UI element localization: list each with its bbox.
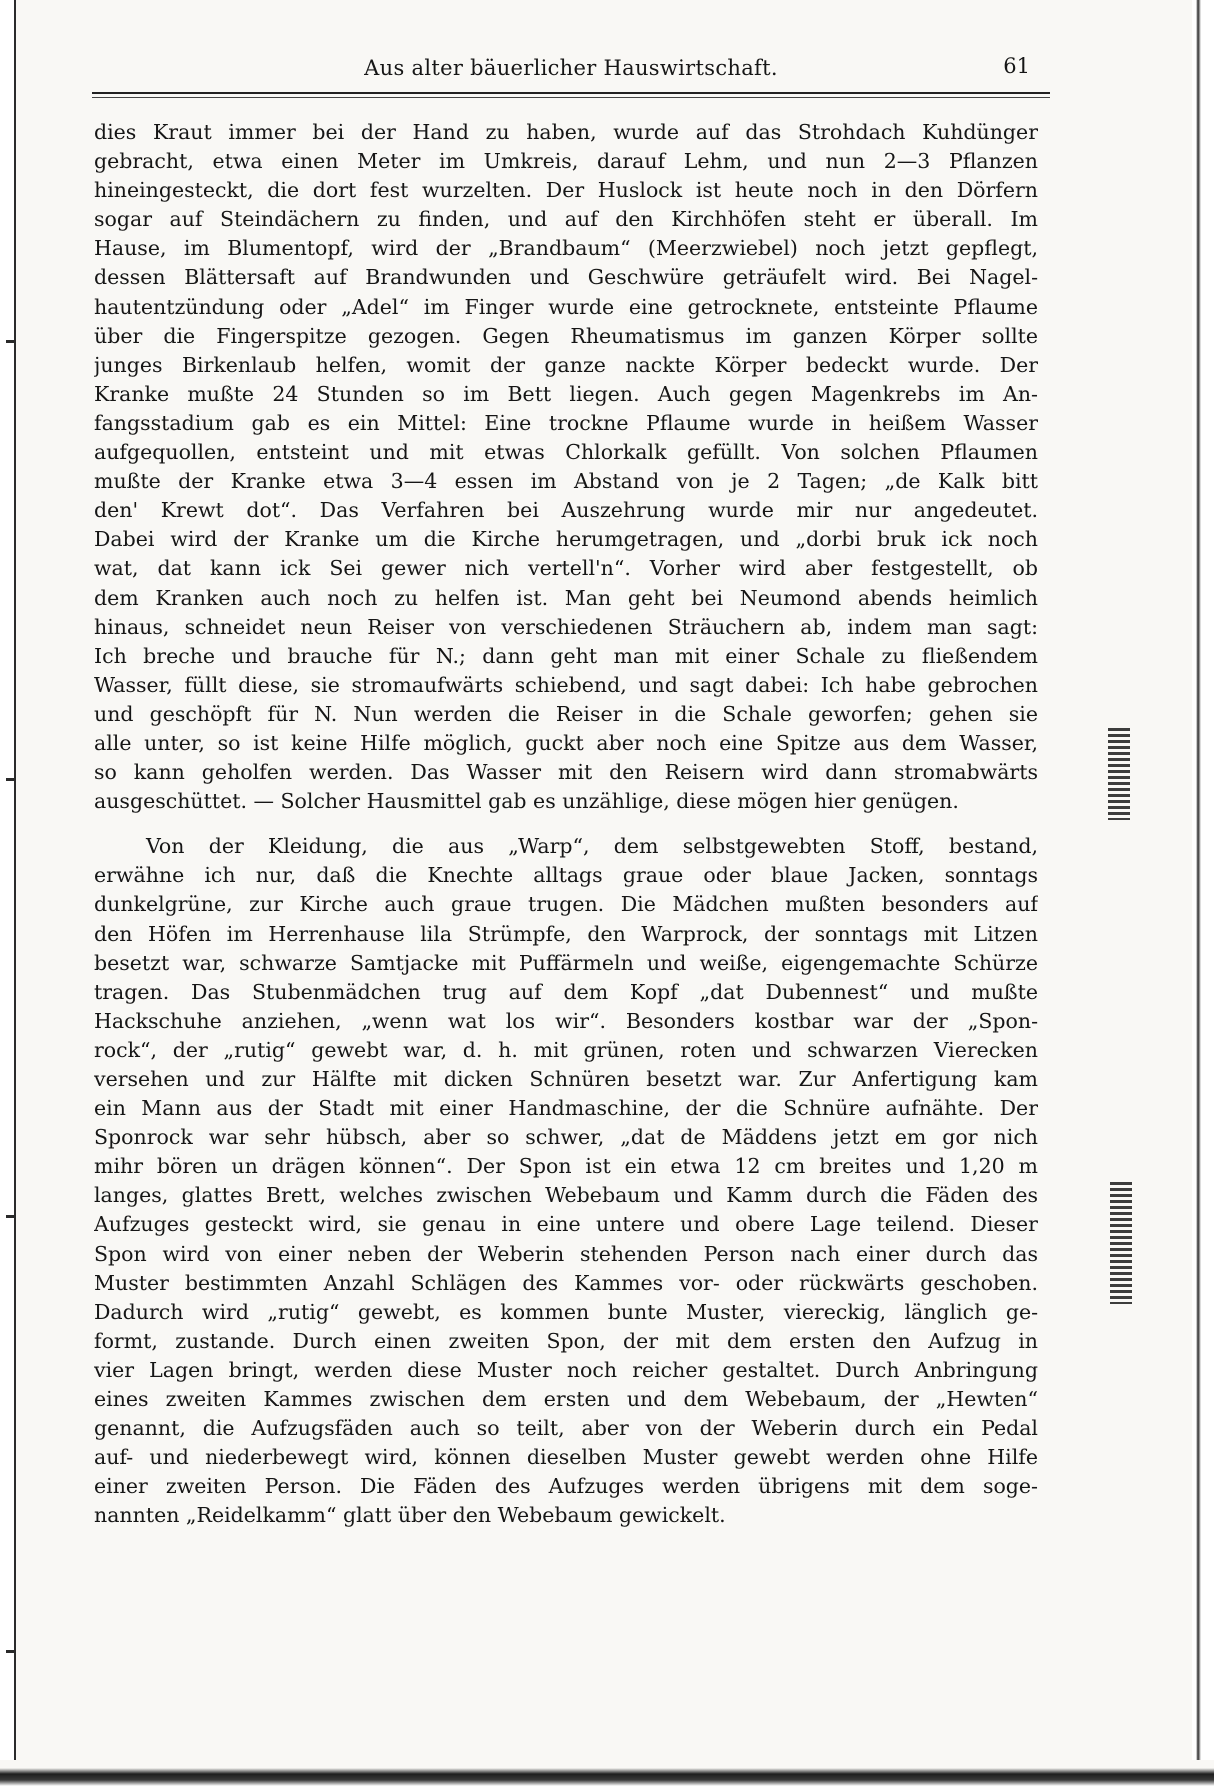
running-head — [92, 56, 1050, 86]
bleed-through-mark — [1108, 728, 1130, 820]
text-line: Hackschuhe anziehen, „wenn wat los wir“. Besonders kostbar war der „Spon- — [94, 1008, 1038, 1033]
text-line: besetzt war, schwarze Samtjacke mit Puffärmeln und weiße, eigengemachte Schürze — [94, 950, 1038, 975]
paragraph-gap — [94, 816, 1038, 832]
page-edge-right — [1192, 0, 1214, 1786]
text-line: genannt, die Aufzugsfäden auch so teilt, aber von der Weberin durch ein Pedal — [94, 1416, 1038, 1441]
text-line: auf- und niederbewegt wird, können dieselben Muster gewebt werden ohne Hilfe — [94, 1445, 1038, 1470]
text-line: so kann geholfen werden. Das Wasser mit den Reisern wird dann stromabwärts — [94, 760, 1038, 785]
header-rule-thin — [92, 97, 1050, 98]
body-text — [94, 118, 1038, 1531]
page-number: 61 — [1003, 54, 1030, 78]
text-line: ein Mann aus der Stadt mit einer Handmaschine, der die Schnüre aufnähte. Der — [94, 1096, 1038, 1121]
text-line: rock“, der „rutig“ gewebt war, d. h. mit grünen, roten und schwarzen Vierecken — [94, 1037, 1038, 1062]
text-line: Dabei wird der Kranke um die Kirche herumgetragen, und „dorbi bruk ick noch — [94, 527, 1038, 552]
text-line: junges Birkenlaub helfen, womit der ganze nackte Körper bedeckt wurde. Der — [94, 352, 1038, 377]
paragraph — [94, 832, 1038, 1530]
text-line: nannten „Reidelkamm“ glatt über den Webebaum gewickelt. — [94, 1503, 726, 1528]
text-line: dem Kranken auch noch zu helfen ist. Man geht bei Neumond abends heimlich — [94, 585, 1038, 610]
text-line: eines zweiten Kammes zwischen dem ersten und dem Webebaum, der „Hewten“ — [94, 1387, 1038, 1412]
text-line: den Höfen im Herrenhause lila Strümpfe, den Warprock, der sonntags mit Litzen — [94, 921, 1038, 946]
text-line: mihr bören un drägen können“. Der Spon ist ein etwa 12 cm breites und 1,20 m — [94, 1154, 1038, 1179]
text-line: über die Fingerspitze gezogen. Gegen Rheumatismus im ganzen Körper sollte — [94, 323, 1038, 348]
text-line: alle unter, so ist keine Hilfe möglich, guckt aber noch eine Spitze aus dem Wasser, — [94, 730, 1038, 755]
text-line: Spon wird von einer neben der Weberin stehenden Person nach einer durch das — [94, 1241, 1038, 1266]
text-line: formt, zustande. Durch einen zweiten Spon, der mit dem ersten den Aufzug in — [94, 1328, 1038, 1353]
text-line: Kranke mußte 24 Stunden so im Bett liegen. Auch gegen Magenkrebs im An- — [94, 381, 1038, 406]
text-line: Ich breche und brauche für N.; dann geht man mit einer Schale zu fließendem — [94, 643, 1038, 668]
text-line: und geschöpft für N. Nun werden die Reiser in die Schale geworfen; gehen sie — [94, 701, 1038, 726]
text-line: einer zweiten Person. Die Fäden des Aufzuges werden übrigens mit dem soge- — [94, 1474, 1038, 1499]
text-line: ausgeschüttet. — Solcher Hausmittel gab es unzählige, diese mögen hier genügen. — [94, 789, 959, 814]
text-line: gebracht, etwa einen Meter im Umkreis, darauf Lehm, und nun 2—3 Pflanzen — [94, 149, 1038, 174]
text-line: hineingesteckt, die dort fest wurzelten. Der Huslock ist heute noch in den Dörfern — [94, 178, 1038, 203]
text-line: tragen. Das Stubenmädchen trug auf dem Kopf „dat Dubennest“ und mußte — [94, 979, 1038, 1004]
header-rule — [92, 92, 1050, 94]
text-line: langes, glattes Brett, welches zwischen Webebaum und Kamm durch die Fäden des — [94, 1183, 1038, 1208]
paragraph — [94, 118, 1038, 816]
book-binding-edge — [0, 0, 16, 1786]
text-line: dies Kraut immer bei der Hand zu haben, wurde auf das Strohdach Kuhdünger — [94, 120, 1038, 144]
page-edge-bottom — [0, 1760, 1214, 1786]
text-line: Dadurch wird „rutig“ gewebt, es kommen bunte Muster, viereckig, länglich ge- — [94, 1299, 1038, 1324]
text-line: Wasser, füllt diese, sie stromaufwärts schiebend, und sagt dabei: Ich habe gebrochen — [94, 672, 1038, 697]
bleed-through-mark — [1110, 1182, 1132, 1304]
text-line: hinaus, schneidet neun Reiser von verschiedenen Sträuchern ab, indem man sagt: — [94, 614, 1038, 639]
running-title: Aus alter bäuerlicher Hauswirtschaft. — [364, 56, 778, 80]
text-line: sogar auf Steindächern zu finden, und auf den Kirchhöfen steht er überall. Im — [94, 207, 1038, 232]
text-line: fangsstadium gab es ein Mittel: Eine trockne Pflaume wurde in heißem Wasser — [94, 410, 1038, 435]
text-line: vier Lagen bringt, werden diese Muster noch reicher gestaltet. Durch Anbringung — [94, 1357, 1038, 1382]
margin-tick — [6, 778, 16, 781]
text-line: hautentzündung oder „Adel“ im Finger wurde eine getrocknete, entsteinte Pflaume — [94, 294, 1038, 319]
margin-tick — [6, 340, 16, 343]
text-line: aufgequollen, entsteint und mit etwas Chlorkalk gefüllt. Von solchen Pflaumen — [94, 440, 1038, 465]
text-line: dessen Blättersaft auf Brandwunden und Geschwüre geträufelt wird. Bei Nagel- — [94, 265, 1038, 290]
text-line: wat, dat kann ick Sei gewer nich vertell'n“. Vorher wird aber festgestellt, ob — [94, 556, 1038, 581]
margin-tick — [6, 1215, 16, 1218]
margin-tick — [6, 1650, 16, 1653]
text-line: versehen und zur Hälfte mit dicken Schnüren besetzt war. Zur Anfertigung kam — [94, 1067, 1038, 1091]
text-line: den' Krewt dot“. Das Verfahren bei Auszehrung wurde mir nur angedeutet. — [94, 498, 1038, 523]
text-line: mußte der Kranke etwa 3—4 essen im Abstand von je 2 Tagen; „de Kalk bitt — [94, 469, 1038, 494]
text-line: Hause, im Blumentopf, wird der „Brandbaum“ (Meerzwiebel) noch jetzt gepflegt, — [94, 236, 1038, 261]
text-line: Sponrock war sehr hübsch, aber so schwer, „dat de Mäddens jetzt em gor nich — [94, 1125, 1038, 1150]
text-line: dunkelgrüne, zur Kirche auch graue trugen. Die Mädchen mußten besonders auf — [94, 892, 1038, 917]
text-line: Von der Kleidung, die aus „Warp“, dem selbstgewebten Stoff, bestand, — [146, 834, 1038, 859]
text-line: Aufzuges gesteckt wird, sie genau in eine untere und obere Lage teilend. Dieser — [94, 1212, 1038, 1237]
text-line: erwähne ich nur, daß die Knechte alltags graue oder blaue Jacken, sonntags — [94, 863, 1038, 888]
text-line: Muster bestimmten Anzahl Schlägen des Kammes vor- oder rückwärts geschoben. — [94, 1270, 1038, 1295]
